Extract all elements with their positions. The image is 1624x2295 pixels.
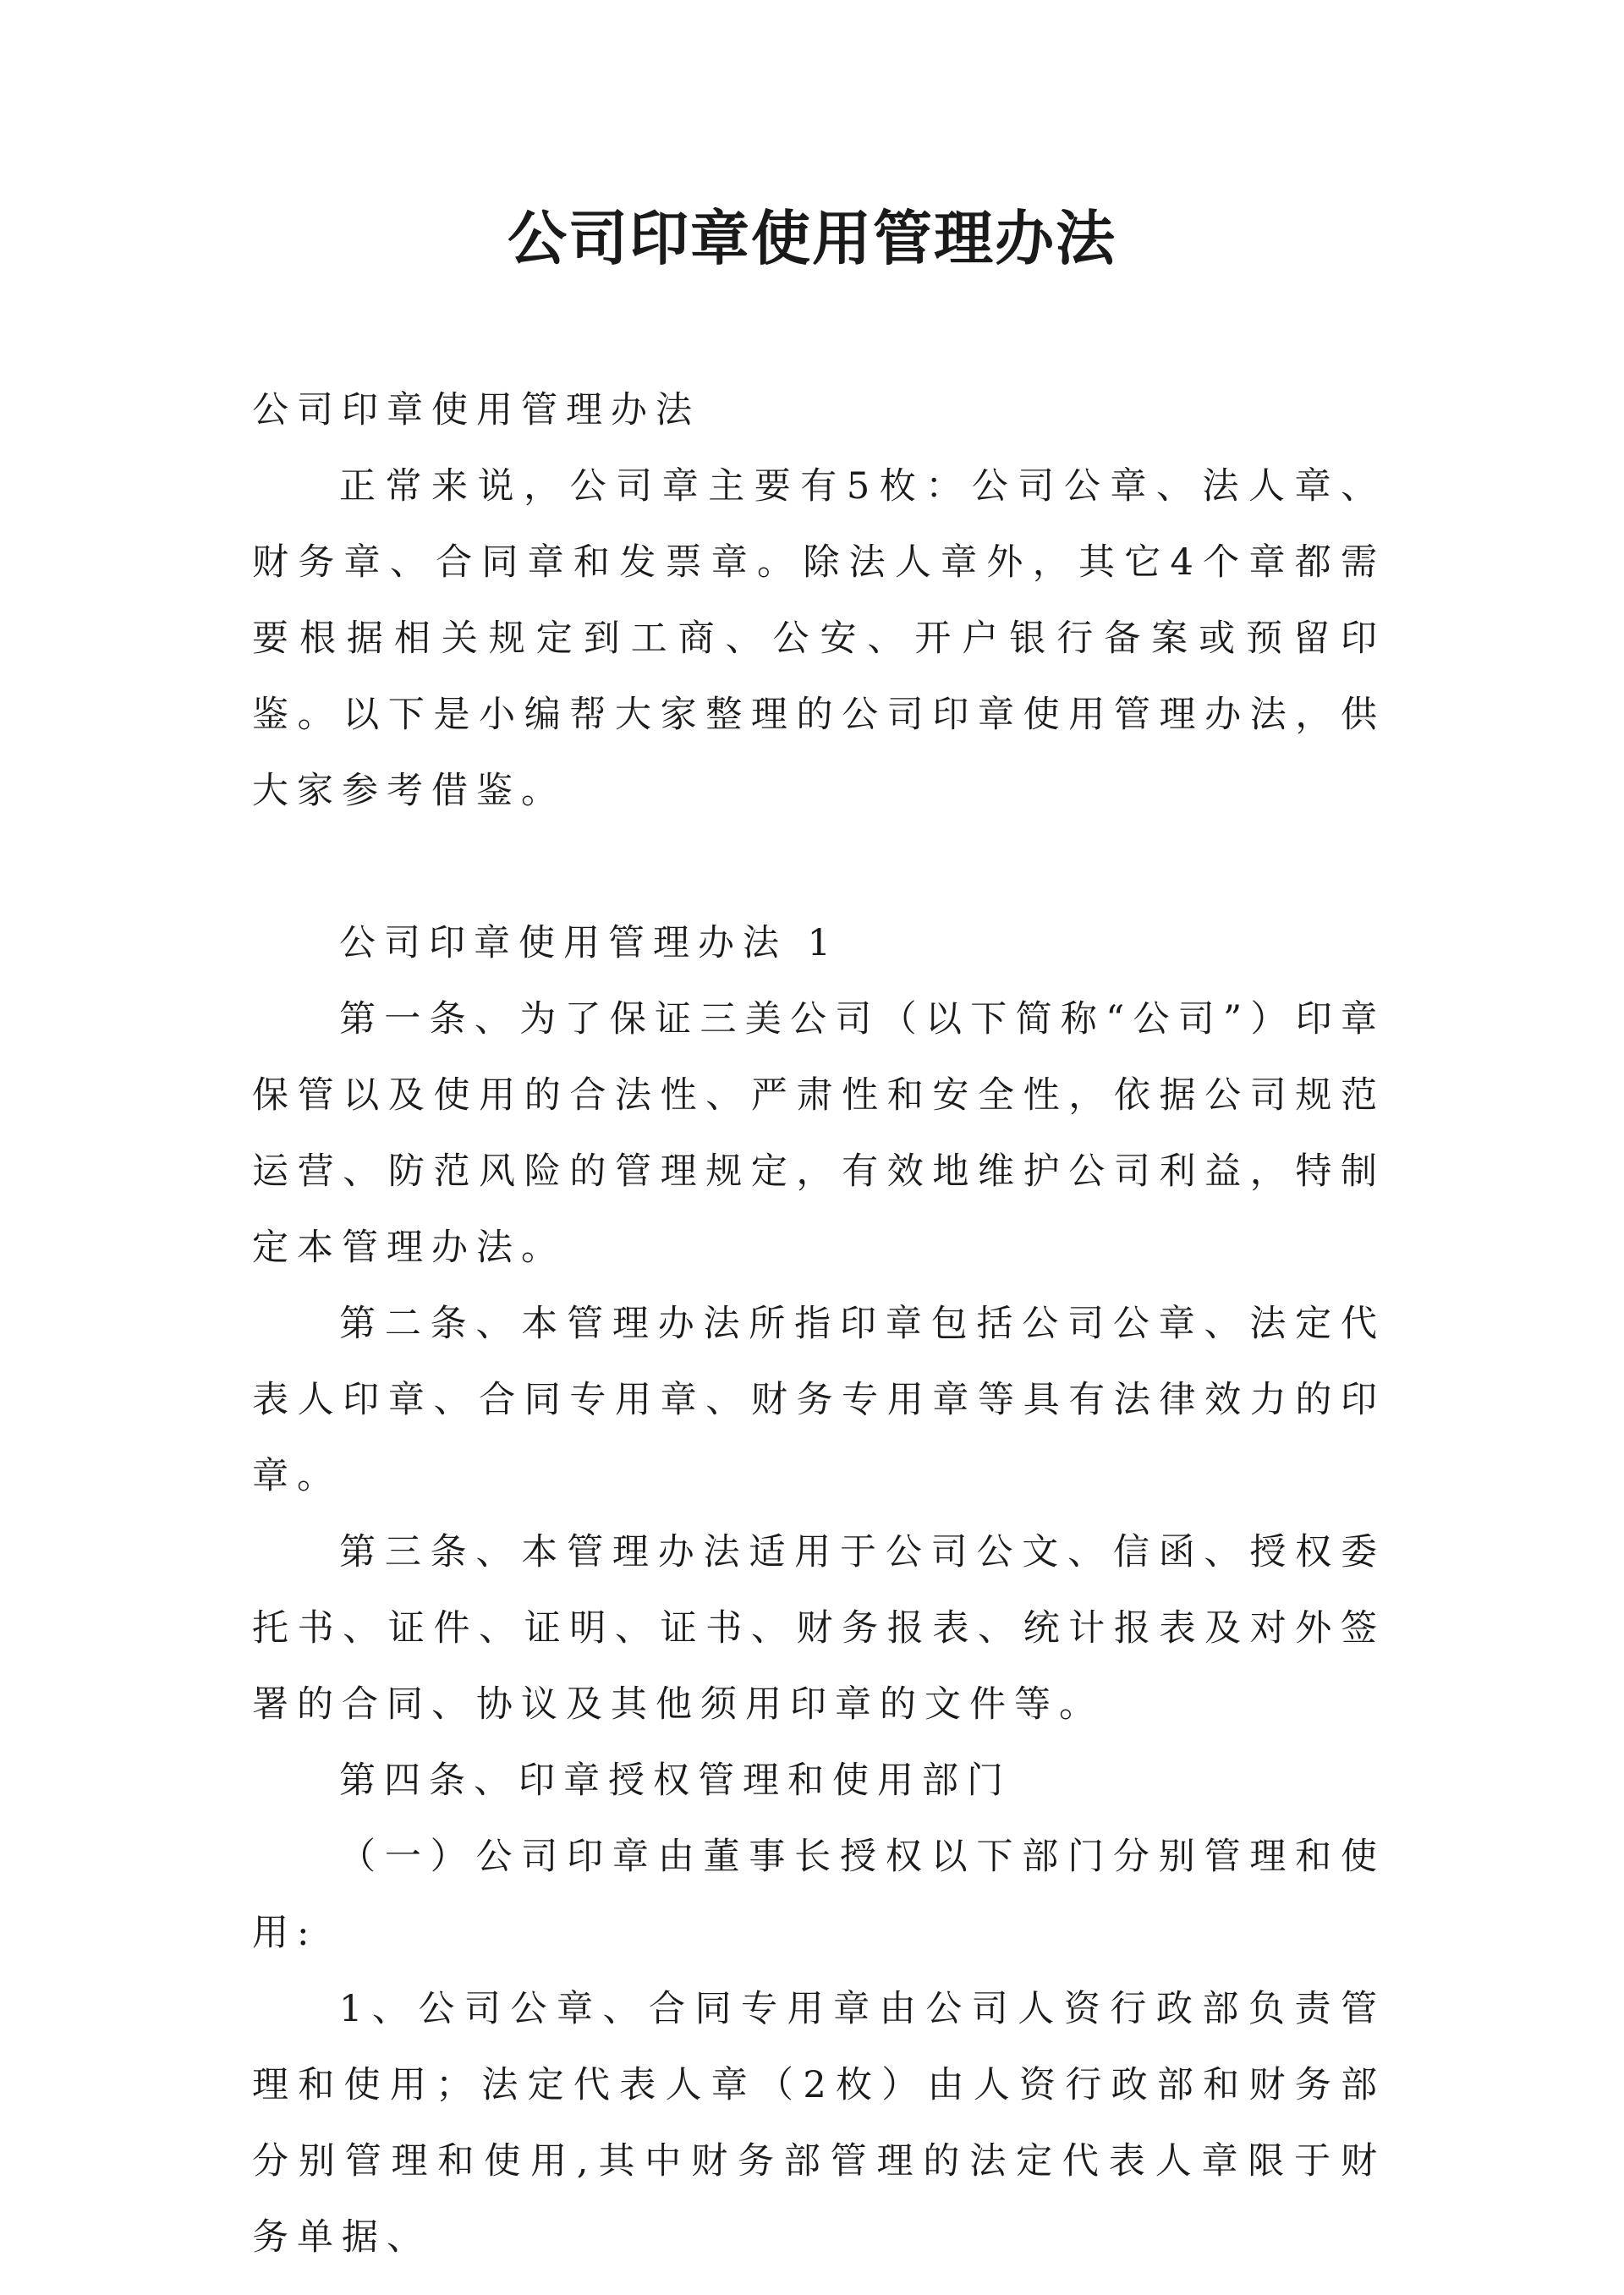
article-3-paragraph: 第三条、本管理办法适用于公司公文、信函、授权委托书、证件、证明、证书、财务报表、统计报表及对外签署的合同、协议及其他须用印章的文件等。: [252, 1531, 1385, 1726]
article-4-item-1: 1、公司公章、合同专用章由公司人资行政部负责管理和使用；法定代表人章（2枚）由人资行政部和财务部分别管理和使用,其中财务部管理的法定代表人章限于财务单据、: [252, 1988, 1385, 2259]
article-2-paragraph: 第二条、本管理办法所指印章包括公司公章、法定代表人印章、合同专用章、财务专用章等具有法律效力的印章。: [252, 1303, 1385, 1497]
article-1-paragraph: 第一条、为了保证三美公司（以下简称“公司”）印章保管以及使用的合法性、严肃性和安全性，依据公司规范运营、防范风险的管理规定，有效地维护公司利益，特制定本管理办法。: [252, 998, 1385, 1269]
document-subtitle: 公司印章使用管理办法: [252, 389, 700, 431]
article-4-clause-1: （一）公司印章由董事长授权以下部门分别管理和使用:: [252, 1836, 1385, 1954]
article-4-heading: 第四条、印章授权管理和使用部门: [339, 1760, 1012, 1802]
document-title: 公司印章使用管理办法: [508, 204, 1116, 273]
intro-paragraph: 正常来说，公司章主要有5枚：公司公章、法人章、财务章、合同章和发票章。除法人章外，其它4个章都需要根据相关规定到工商、公安、开户银行备案或预留印鉴。以下是小编帮大家整理的公司印章使用管理办法，供大家参考借鉴。: [252, 465, 1385, 812]
document-body: [252, 372, 1385, 2276]
section-heading: 公司印章使用管理办法 1: [339, 922, 840, 964]
paragraph-spacer: [252, 829, 1385, 905]
